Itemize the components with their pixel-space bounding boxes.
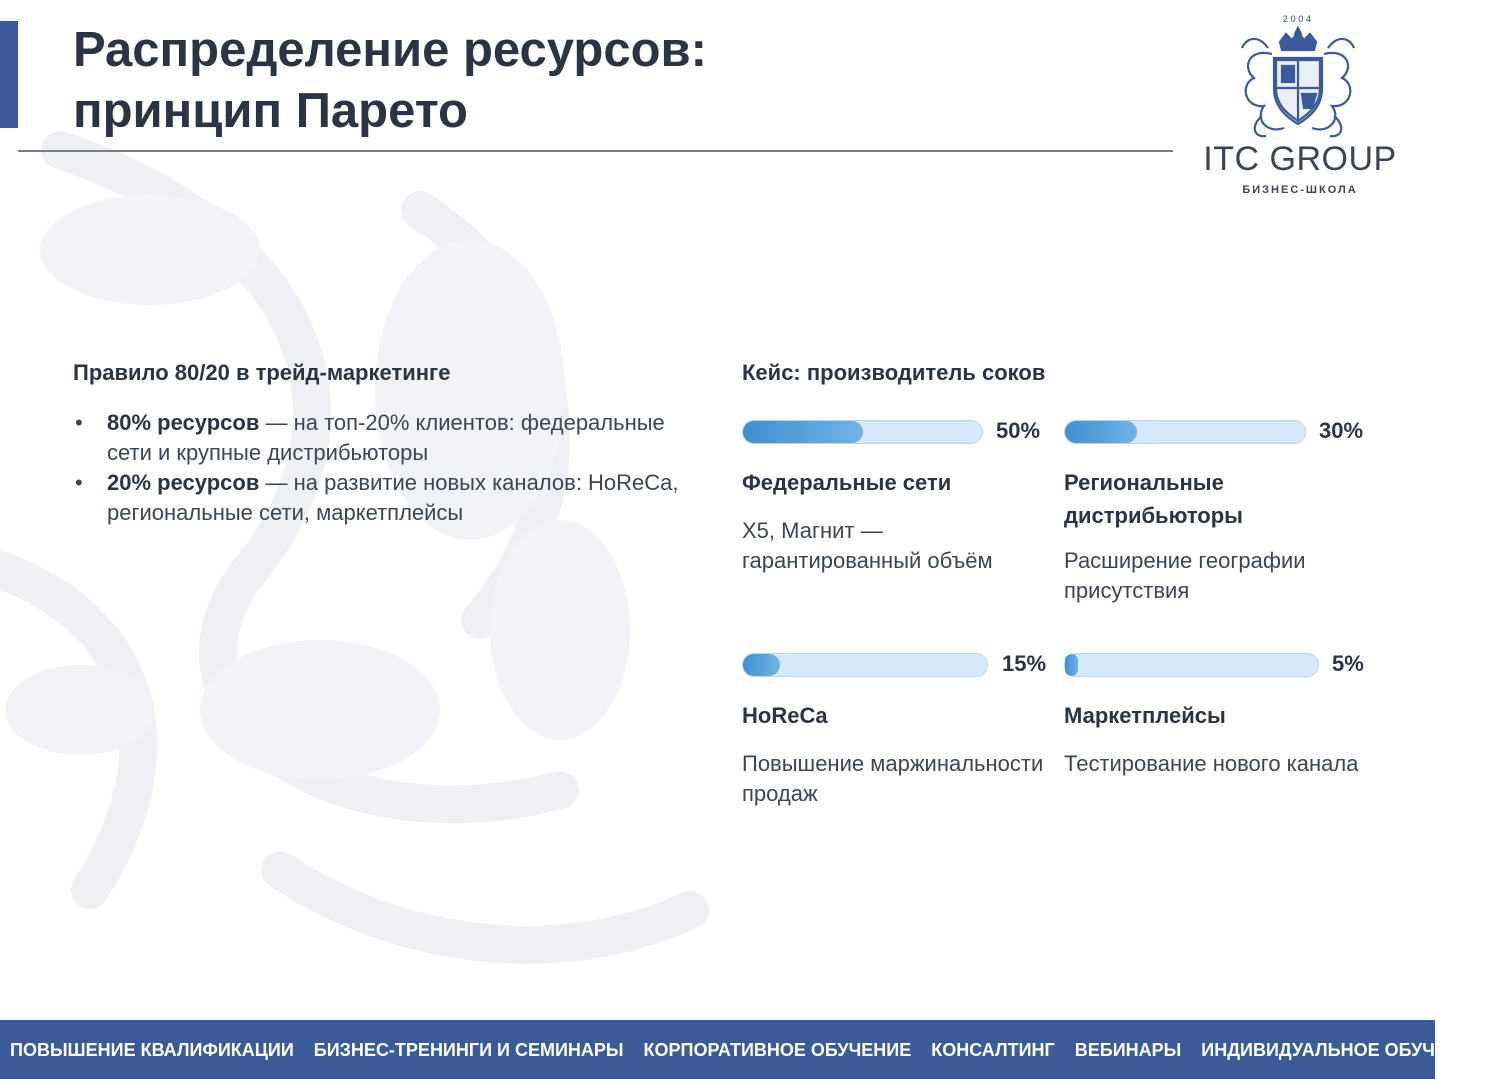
bullet-item (73, 408, 693, 468)
bullet-text: — на топ-20% клиентов: федеральные сети и крупные дистрибьюторы (107, 410, 665, 465)
footer-link-qualification[interactable]: ПОВЫШЕНИЕ КВАЛИФИКАЦИИ (10, 1039, 294, 1060)
card-title: Федеральные сети (742, 470, 952, 495)
percent-label: 30% (1319, 418, 1364, 443)
bullet-bold: 80% ресурсов (107, 410, 260, 435)
footer-link-corporate[interactable]: КОРПОРАТИВНОЕ ОБУЧЕНИЕ (643, 1039, 912, 1060)
footer-link-individual[interactable]: ИНДИВИДУАЛЬНОЕ ОБУЧЕНИЕ (1201, 1039, 1485, 1060)
progress-bar-fill (743, 421, 863, 443)
progress-bar-track (1064, 420, 1306, 444)
background-ornament (0, 150, 720, 1020)
bullet-text: — на развитие новых каналов: HoReCa, региональные сети, маркетплейсы (107, 470, 679, 525)
footer-link-trainings[interactable]: БИЗНЕС-ТРЕНИНГИ И СЕМИНАРЫ (313, 1039, 624, 1060)
crest-icon (1228, 8, 1368, 143)
card-text: X5, Магнит — гарантированный объём (742, 518, 993, 573)
progress-bar-track (1064, 653, 1319, 677)
footer-link-consulting[interactable]: КОНСАЛТИНГ (931, 1039, 1055, 1060)
pareto-bullet-list (73, 408, 693, 528)
footer-link-webinars[interactable]: ВЕБИНАРЫ (1074, 1039, 1182, 1060)
bullet-bold: 20% ресурсов (107, 470, 260, 495)
title-divider (18, 150, 1173, 152)
itc-group-logo (1195, 8, 1405, 196)
bullet-item (73, 468, 693, 528)
percent-label: 50% (996, 418, 1041, 443)
percent-label: 15% (1002, 651, 1047, 676)
pareto-rule-heading: Правило 80/20 в трейд-маркетинге (73, 360, 451, 385)
title-line-2: принцип Парето (73, 84, 468, 138)
progress-bar-fill (743, 654, 780, 676)
card-text: Расширение географии присутствия (1064, 548, 1306, 603)
percent-label: 5% (1332, 651, 1364, 676)
card-title: Маркетплейсы (1064, 703, 1226, 728)
page-title (73, 20, 707, 142)
progress-bar-fill (1065, 654, 1078, 676)
title-accent-bar (0, 21, 18, 128)
progress-bar-track (742, 420, 983, 444)
progress-bar-fill (1065, 421, 1137, 443)
bullet-dot-icon: • (75, 470, 83, 495)
case-heading: Кейс: производитель соков (742, 360, 1046, 385)
title-line-1: Распределение ресурсов: (73, 23, 707, 77)
card-title: Региональные дистрибьюторы (1064, 470, 1243, 528)
footer-nav (0, 1020, 1485, 1079)
card-text: Тестирование нового канала (1064, 751, 1359, 776)
logo-year: 2004 (1282, 15, 1314, 25)
card-title: HoReCa (742, 703, 828, 728)
card-text: Повышение маржинальности продаж (742, 751, 1044, 806)
logo-name: ITC GROUP (1203, 140, 1397, 178)
progress-bar-track (742, 653, 988, 677)
logo-subtitle: БИЗНЕС-ШКОЛА (1242, 184, 1358, 196)
bullet-dot-icon: • (75, 410, 83, 435)
